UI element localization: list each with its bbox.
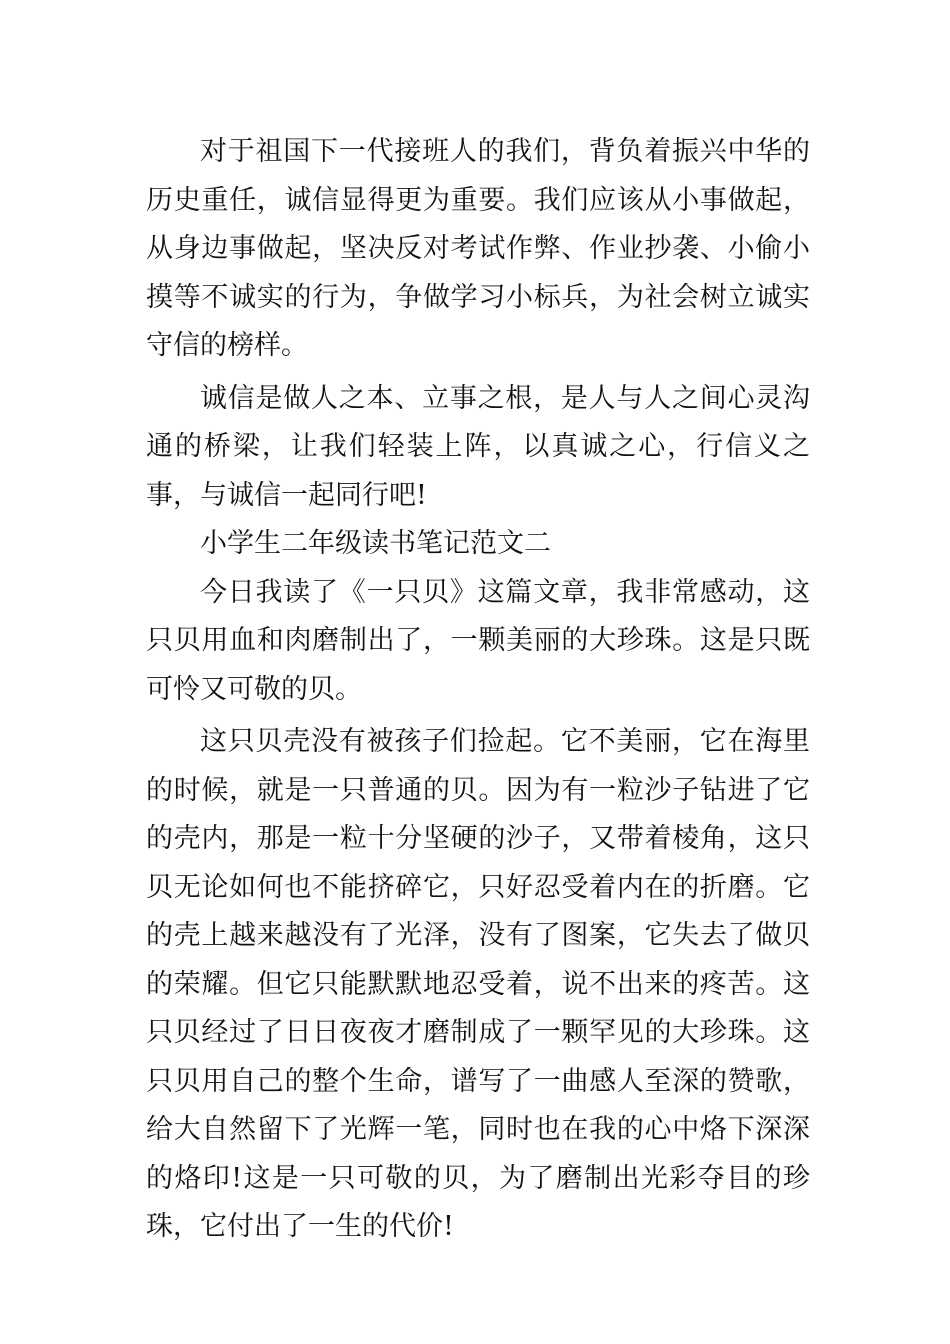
section-subtitle: 小学生二年级读书笔记范文二	[200, 528, 551, 559]
document-page	[146, 128, 810, 1252]
paragraph-shell-intro: 今日我读了《一只贝》这篇文章，我非常感动，这只贝用血和肉磨制出了，一颗美丽的大珍珠。这是只既可怜又可敬的贝。	[146, 576, 810, 705]
paragraph-integrity-duty: 对于祖国下一代接班人的我们，背负着振兴中华的历史重任，诚信显得更为重要。我们应该从小事做起，从身边事做起，坚决反对考试作弊、作业抄袭、小偷小摸等不诚实的行为，争做学习小标兵，为社会树立诚实守信的榜样。	[146, 136, 810, 361]
paragraph-integrity-conclusion: 诚信是做人之本、立事之根，是人与人之间心灵沟通的桥梁，让我们轻装上阵，以真诚之心，行信义之事，与诚信一起同行吧!	[146, 382, 810, 511]
paragraph-shell-story: 这只贝壳没有被孩子们捡起。它不美丽，它在海里的时候，就是一只普通的贝。因为有一粒沙子钻进了它的壳内，那是一粒十分坚硬的沙子，又带着棱角，这只贝无论如何也不能挤碎它，只好忍受着内在的折磨。它的壳上越来越没有了光泽，没有了图案，它失去了做贝的荣耀。但它只能默默地忍受着，说不出来的疼苦。这只贝经过了日日夜夜才磨制成了一颗罕见的大珍珠。这只贝用自己的整个生命，谱写了一曲感人至深的赞歌，给大自然留下了光辉一笔，同时也在我的心中烙下深深的烙印!这是一只可敬的贝，为了磨制出光彩夺目的珍珠，它付出了一生的代价!	[146, 726, 810, 1242]
